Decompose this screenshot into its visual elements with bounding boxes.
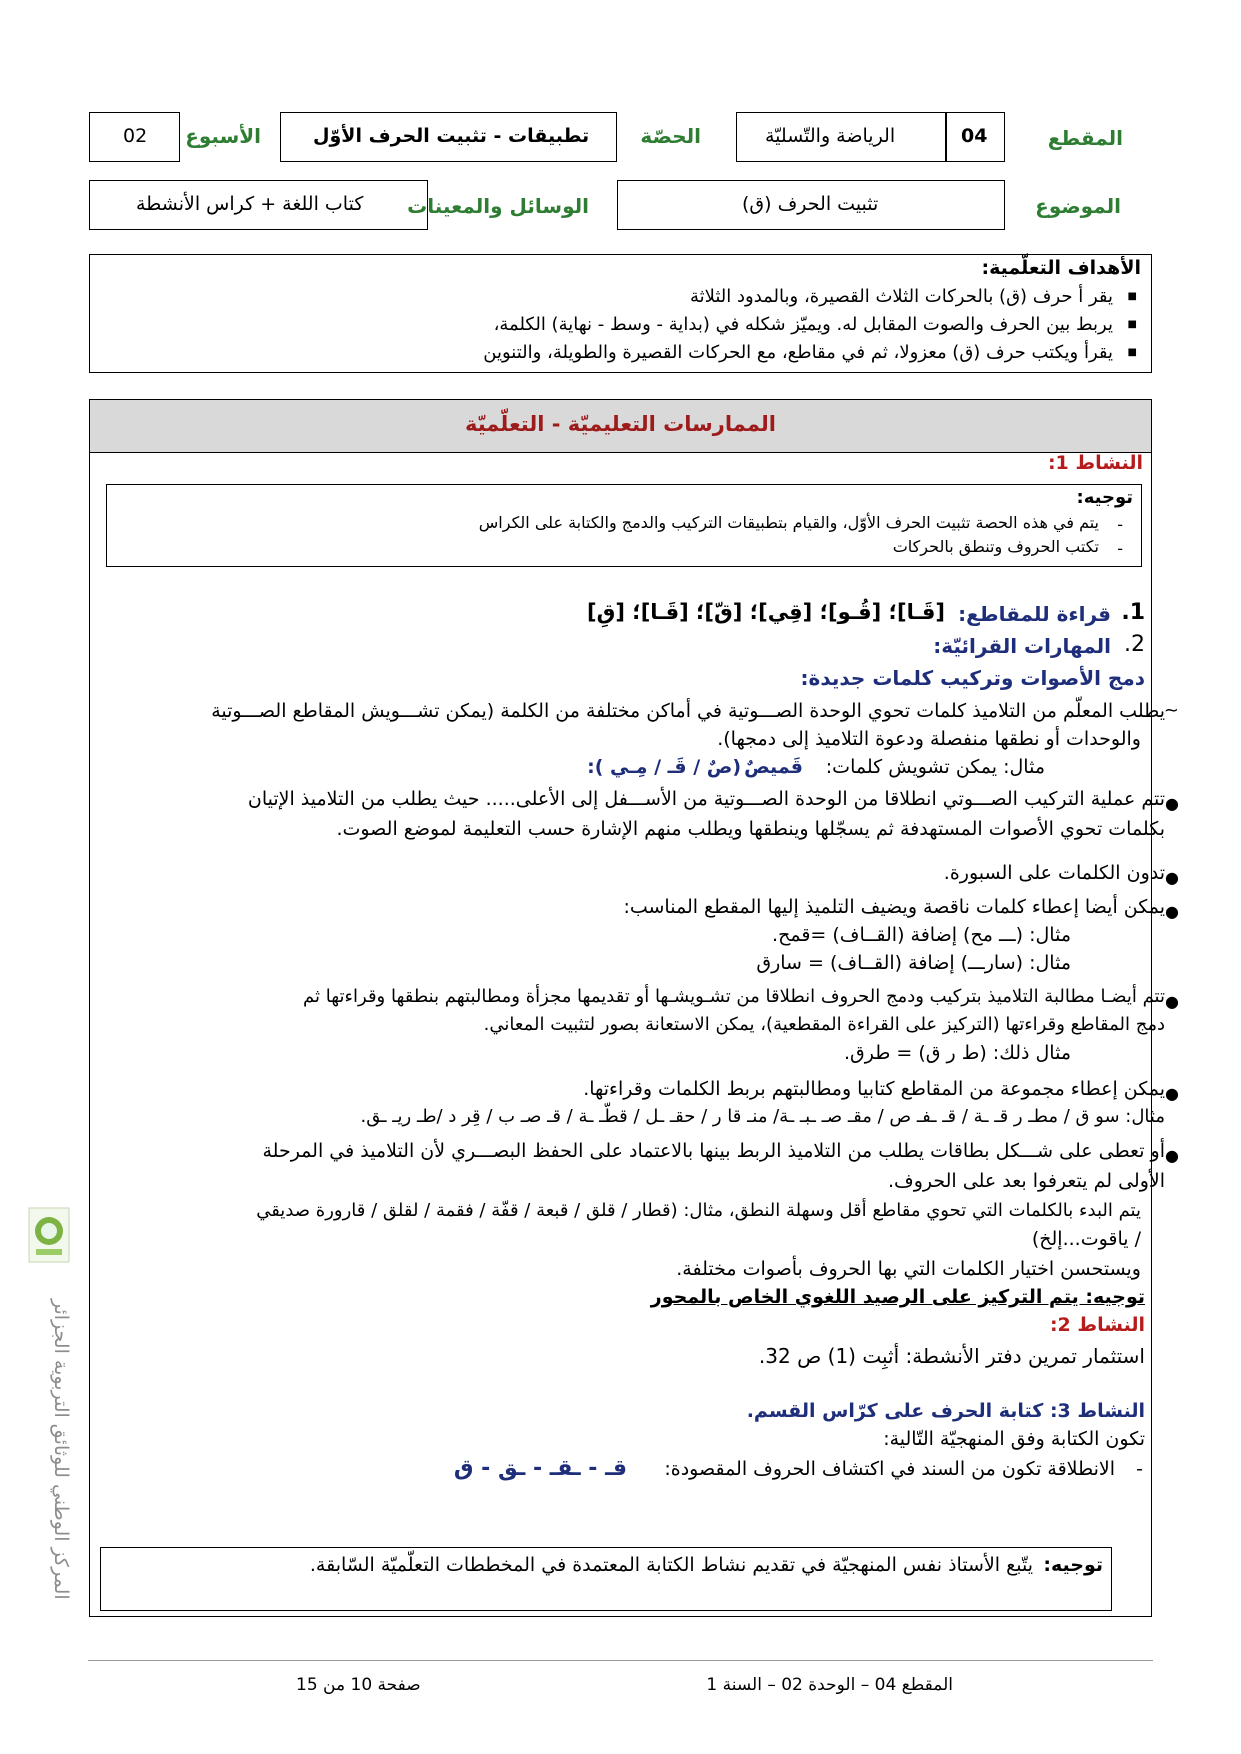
activity1-title: النشاط 1: bbox=[1047, 452, 1143, 474]
segment-name: الرياضة والتّسليّة bbox=[765, 125, 896, 147]
side-watermark-text: المركز الوطني للوثائق التربوية الجزائر bbox=[50, 1299, 72, 1600]
p7-line2: الأولى لم يتعرفوا بعد على الحروف. bbox=[887, 1170, 1165, 1192]
p1-line1: يطلب المعلّم من التلاميذ كلمات تحوي الوحدة الصـــوتية في أماكن مختلفة من الكلمة (يمكن تشـــويش المقاطع الصـــوتية bbox=[211, 700, 1165, 722]
segment-number-cell bbox=[946, 112, 1005, 162]
topic-label: الموضوع bbox=[1035, 194, 1121, 218]
segment-name-cell bbox=[736, 112, 946, 162]
objectives-title: الأهداف التعلّمية: bbox=[981, 257, 1141, 279]
item2-label: المهارات القرائيّة: bbox=[933, 634, 1111, 658]
p3: تدون الكلمات على السبورة. bbox=[943, 862, 1165, 884]
footer-divider bbox=[88, 1660, 1153, 1661]
p1-example-word: قَميصٌ bbox=[744, 756, 803, 778]
bullet-dot: ● bbox=[1165, 794, 1179, 813]
merge-title: دمج الأصوات وتركيب كلمات جديدة: bbox=[800, 666, 1145, 690]
final-guide-text: يتّبع الأستاذ نفس المنهجيّة في تقديم نشاط الكتابة المعتمدة في المخططات التعلّميّة السّابقة. bbox=[309, 1554, 1033, 1576]
guide2: توجيه: يتم التركيز على الرصيد اللغوي الخاص بالمحور bbox=[650, 1286, 1145, 1308]
week-cell bbox=[89, 112, 180, 162]
item1-syllables: [قَـا]؛ [قُـو]؛ [قِي]؛ [قّ]؛ [قَـا]؛ [قِ] bbox=[587, 600, 945, 624]
item1-label: قراءة للمقاطع: bbox=[958, 602, 1111, 626]
final-guide-label: توجيه: bbox=[1043, 1554, 1103, 1576]
dash-marker: - bbox=[1136, 1458, 1143, 1480]
activity2-text: استثمار تمرين دفتر الأنشطة: أثبِت (1) ص 32. bbox=[758, 1344, 1145, 1368]
p2-line1: تتم عملية التركيب الصـــوتي انطلاقا من الوحدة الصـــوتية من الأســـفل إلى الأعلى..... حيث يطلب من التلاميذ الإتيان bbox=[247, 788, 1165, 810]
topic-cell bbox=[617, 180, 1005, 230]
session-cell bbox=[280, 112, 617, 162]
p5-line2: دمج المقاطع وقراءتها (التركيز على القراءة المقطعية)، يمكن الاستعانة بصور لتثبيت المعاني. bbox=[483, 1014, 1165, 1035]
p7-line1: أو تعطى على شـــكل بطاقات يطلب من التلاميذ الربط بينها بالاعتماد على الحفظ البصـــري لأن التلاميذ في المرحلة bbox=[262, 1140, 1165, 1162]
activity3-letters: قـ - ـقـ - ـق - ق bbox=[453, 1456, 627, 1481]
p1-example-parts: :( صٌ / قَـ / مِـي) bbox=[587, 756, 741, 778]
aids-cell bbox=[89, 180, 428, 230]
p4-example1: مثال: (ـــ مح) إضافة (القــاف) =قمح. bbox=[772, 924, 1071, 946]
activity3-line1: تكون الكتابة وفق المنهجيّة التّالية: bbox=[883, 1428, 1145, 1450]
guide1-box bbox=[106, 484, 1142, 567]
objective-item: ■ يربط بين الحرف والصوت المقابل له. ويميّز شكله في (بداية - وسط - نهاية) الكلمة، bbox=[99, 311, 1139, 339]
logo-icon bbox=[28, 1207, 70, 1263]
tilde-marker: ~ bbox=[1163, 700, 1179, 721]
guide1-item: يتم في هذه الحصة تثبيت الحرف الأوّل، والقيام بتطبيقات التركيب والدمج والكتابة على الكراس bbox=[478, 513, 1099, 532]
week-label: الأسبوع bbox=[185, 124, 261, 148]
aids-value: كتاب اللغة + كراس الأنشطة bbox=[136, 193, 364, 215]
aids-label: الوسائل والمعينات bbox=[407, 194, 589, 218]
bullet-dot: ● bbox=[1165, 902, 1179, 921]
p7-line4: / ياقوت...إلخ) bbox=[1031, 1228, 1141, 1250]
p2-line2: بكلمات تحوي الأصوات المستهدفة ثم يسجّلها وينطقها ويطلب منهم الإشارة حسب التعليمة لموضع الصوت. bbox=[336, 818, 1165, 840]
item2-num: 2. bbox=[1124, 632, 1145, 657]
p1-line2: والوحدات أو نطقها منفصلة ودعوة التلاميذ إلى دمجها). bbox=[717, 728, 1141, 750]
segment-label: المقطع bbox=[1047, 126, 1123, 150]
session-value: تطبيقات - تثبيت الحرف الأوّل bbox=[313, 125, 590, 147]
week-value: 02 bbox=[123, 125, 148, 147]
objective-item: ■ يقرأ ويكتب حرف (ق) معزولا، ثم في مقاطع، مع الحركات القصيرة والطويلة، والتنوين bbox=[99, 339, 1139, 367]
p4: يمكن أيضا إعطاء كلمات ناقصة ويضيف التلميذ إليها المقطع المناسب: bbox=[623, 896, 1165, 918]
topic-value: تثبيت الحرف (ق) bbox=[742, 193, 879, 215]
p6-example: مثال: سو ق / مطـ ر قـ ـة / قـ ـفـ ص / مقـ صـ ـبـ ـة/ منـ قا ر / حقـ ـل / قطّـ ـة / قـ صـ ب / قِر د /طـ ريـ ـق. bbox=[360, 1106, 1165, 1127]
segment-number: 04 bbox=[961, 125, 988, 147]
p7-line5: ويستحسن اختيار الكلمات التي بها الحروف بأصوات مختلفة. bbox=[676, 1258, 1141, 1280]
final-guide-box bbox=[100, 1547, 1112, 1611]
p7-line3: يتم البدء بالكلمات التي تحوي مقاطع أقل وسهلة النطق، مثال: (قطار / قلق / قبعة / قفّة / فقمة / لقلق / قارورة صديقي bbox=[256, 1200, 1141, 1221]
objective-item: ■ يقر أ حرف (ق) بالحركات الثلاث القصيرة، وبالمدود الثلاثة bbox=[99, 283, 1139, 311]
p6: يمكن إعطاء مجموعة من المقاطع كتابيا ومطالبتهم بربط الكلمات وقراءتها. bbox=[583, 1078, 1165, 1100]
bullet-dot: ● bbox=[1165, 1146, 1179, 1165]
guide1-item: تكتب الحروف وتنطق بالحركات bbox=[892, 537, 1099, 556]
objectives-box bbox=[89, 254, 1152, 373]
p4-example2: مثال: (سارـــ) إضافة (القــاف) = سارق bbox=[756, 952, 1071, 974]
session-label: الحصّة bbox=[640, 124, 701, 148]
item1-num: 1. bbox=[1121, 600, 1145, 625]
footer-left: صفحة 10 من 15 bbox=[296, 1675, 421, 1695]
bullet-dot: ● bbox=[1165, 992, 1179, 1011]
dash-marker: - bbox=[1117, 539, 1123, 558]
p5-example: مثال ذلك: (ط ر ق) = طرق. bbox=[843, 1042, 1071, 1064]
guide1-title: توجيه: bbox=[1076, 487, 1133, 508]
activity3-title: النشاط 3: كتابة الحرف على كرّاس القسم. bbox=[746, 1400, 1145, 1422]
p5-line1: تتم أيضـا مطالبة التلاميذ بتركيب ودمج الحروف انطلاقا من تشـويشـها أو تقديمها مجزأة ومطالبتهم بنطقها وقراءتها ثم bbox=[303, 986, 1165, 1007]
dash-marker: - bbox=[1117, 515, 1123, 534]
bullet-dot: ● bbox=[1165, 1084, 1179, 1103]
bullet-dot: ● bbox=[1165, 868, 1179, 887]
footer-right: المقطع 04 – الوحدة 02 – السنة 1 bbox=[706, 1675, 953, 1695]
p1-example-prefix: مثال: يمكن تشويش كلمات: bbox=[825, 756, 1045, 778]
activity3-line2: الانطلاقة تكون من السند في اكتشاف الحروف المقصودة: bbox=[664, 1458, 1115, 1480]
activity2-title: النشاط 2: bbox=[1049, 1314, 1145, 1336]
practices-title: الممارسات التعليميّة - التعلّميّة bbox=[464, 412, 776, 436]
practices-header bbox=[90, 400, 1151, 453]
objectives-list bbox=[99, 283, 1139, 367]
